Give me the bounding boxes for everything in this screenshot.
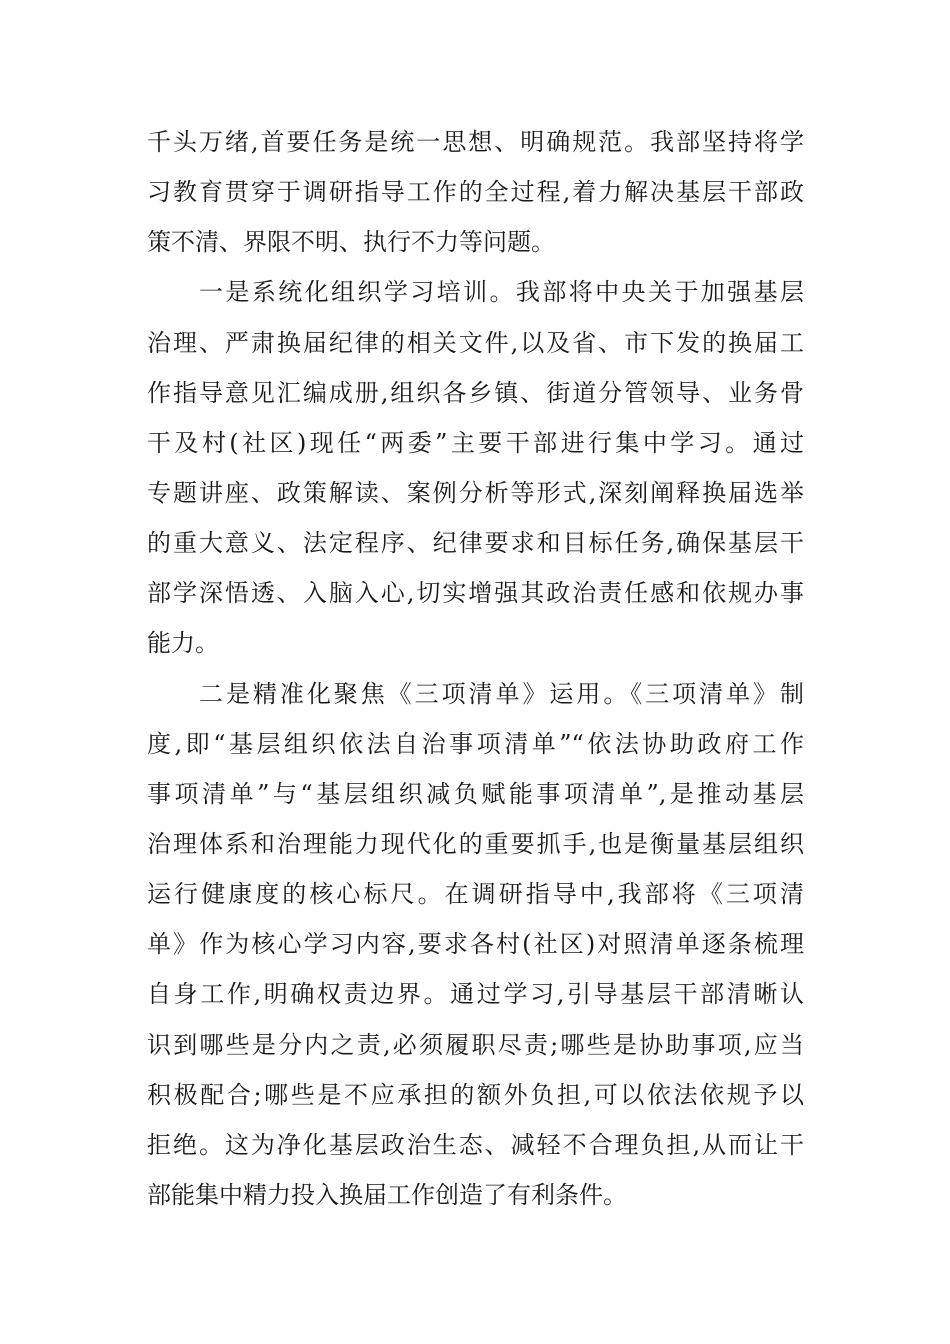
document-page (147, 117, 804, 1220)
text-line: 度,即“基层组织依法自治事项清单”“依法协助政府工作 (147, 729, 804, 758)
text-line: 的重大意义、法定程序、纪律要求和目标任务,确保基层干 (147, 529, 804, 558)
paragraph (147, 117, 804, 267)
text-line: 习教育贯穿于调研指导工作的全过程,着力解决基层干部政 (147, 178, 804, 207)
text-line: 治理体系和治理能力现代化的重要抓手,也是衡量基层组织 (147, 829, 804, 858)
text-line: 运行健康度的核心标尺。在调研指导中,我部将《三项清 (147, 880, 804, 909)
text-line: 事项清单”与“基层组织减负赋能事项清单”,是推动基层 (147, 779, 804, 808)
text-line: 一是系统化组织学习培训。我部将中央关于加强基层 (199, 278, 804, 307)
text-line: 单》作为核心学习内容,要求各村(社区)对照清单逐条梳理 (147, 930, 804, 959)
paragraph (147, 267, 804, 668)
text-line: 积极配合;哪些是不应承担的额外负担,可以依法依规予以 (147, 1080, 804, 1109)
text-line: 部学深悟透、入脑入心,切实增强其政治责任感和依规办事 (147, 579, 804, 608)
text-line: 二是精准化聚焦《三项清单》运用。《三项清单》制 (199, 679, 804, 708)
text-line: 拒绝。这为净化基层政治生态、减轻不合理负担,从而让干 (147, 1130, 804, 1159)
text-line: 治理、严肃换届纪律的相关文件,以及省、市下发的换届工 (147, 328, 804, 357)
text-line: 千头万绪,首要任务是统一思想、明确规范。我部坚持将学 (147, 128, 804, 156)
paragraph (147, 669, 804, 1221)
text-line: 作指导意见汇编成册,组织各乡镇、街道分管领导、业务骨 (147, 378, 804, 407)
text-line: 部能集中精力投入换届工作创造了有利条件。 (147, 1180, 627, 1209)
text-line: 专题讲座、政策解读、案例分析等形式,深刻阐释换届选举 (147, 478, 804, 507)
text-line: 能力。 (147, 629, 219, 658)
text-line: 干及村(社区)现任“两委”主要干部进行集中学习。通过 (147, 428, 804, 457)
text-line: 识到哪些是分内之责,必须履职尽责;哪些是协助事项,应当 (147, 1030, 804, 1059)
text-line: 自身工作,明确权责边界。通过学习,引导基层干部清晰认 (147, 980, 804, 1009)
text-line: 策不清、界限不明、执行不力等问题。 (147, 228, 555, 257)
